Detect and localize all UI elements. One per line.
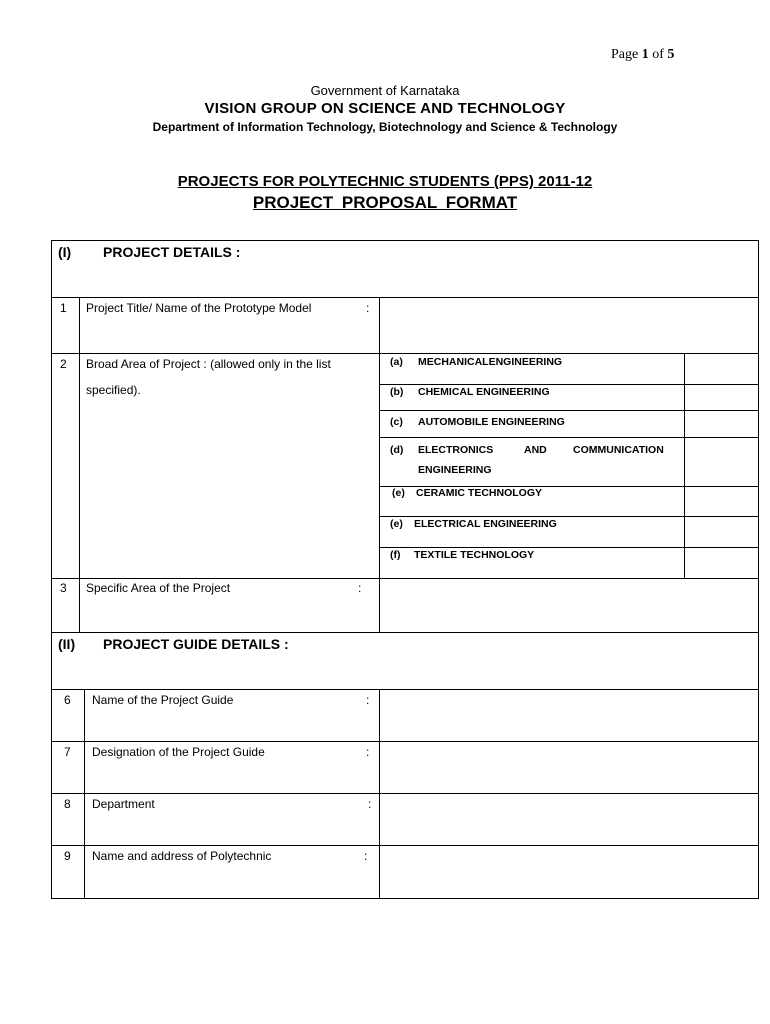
option-f-label: TEXTILE TECHNOLOGY	[414, 549, 535, 561]
option-a-checkbox[interactable]	[685, 354, 758, 384]
row-3-colon: :	[358, 581, 362, 595]
row-6-colon: :	[366, 693, 370, 707]
option-b-label: CHEMICAL ENGINEERING	[418, 386, 550, 398]
project-title-field[interactable]	[380, 298, 758, 353]
organization-heading: VISION GROUP ON SCIENCE AND TECHNOLOGY	[204, 100, 566, 117]
section-1-number: (I)	[58, 244, 72, 260]
page-number: Page 1 of 5	[611, 47, 675, 62]
row-3-number: 3	[60, 581, 67, 595]
specific-area-field[interactable]	[380, 579, 758, 632]
department-label: Department	[92, 797, 155, 811]
row-7-number: 7	[64, 745, 71, 759]
specific-area-label: Specific Area of the Project	[86, 581, 231, 595]
option-d-code: (d)	[390, 444, 404, 456]
option-c-checkbox[interactable]	[685, 411, 758, 437]
guide-designation-field[interactable]	[380, 742, 758, 793]
section-2-title: PROJECT GUIDE DETAILS :	[103, 636, 289, 652]
polytechnic-address-label: Name and address of Polytechnic	[92, 849, 272, 863]
option-b-checkbox[interactable]	[685, 385, 758, 410]
option-c-label: AUTOMOBILE ENGINEERING	[418, 416, 565, 428]
option-d-label-and: AND	[524, 444, 547, 456]
option-f-code: (f)	[390, 549, 401, 561]
section-2-number: (II)	[58, 636, 76, 652]
project-title-label: Project Title/ Name of the Prototype Model	[86, 301, 312, 315]
option-e-checkbox[interactable]	[685, 487, 758, 516]
option-e-label: CERAMIC TECHNOLOGY	[416, 487, 542, 499]
option-b-code: (b)	[390, 386, 404, 398]
polytechnic-address-field[interactable]	[380, 846, 758, 898]
guide-name-field[interactable]	[380, 690, 758, 741]
row-2-number: 2	[60, 357, 67, 371]
guide-name-label: Name of the Project Guide	[92, 693, 234, 707]
row-8-colon: :	[368, 797, 372, 811]
row-7-colon: :	[366, 745, 370, 759]
guide-designation-label: Designation of the Project Guide	[92, 745, 265, 759]
department-heading: Department of Information Technology, Biotechnology and Science & Technology	[152, 120, 618, 134]
government-heading: Government of Karnataka	[310, 83, 460, 98]
row-9-colon: :	[364, 849, 368, 863]
option-e2-label: ELECTRICAL ENGINEERING	[414, 518, 557, 530]
option-d-label-cont: ENGINEERING	[418, 464, 492, 476]
broad-area-label-cont: specified).	[86, 383, 141, 397]
option-d-label-communication: COMMUNICATION	[573, 444, 664, 456]
row-1-number: 1	[60, 301, 67, 315]
option-a-label: MECHANICALENGINEERING	[418, 356, 563, 368]
row-1-colon: :	[366, 301, 370, 315]
row-6-number: 6	[64, 693, 71, 707]
broad-area-label: Broad Area of Project : (allowed only in the list	[86, 357, 331, 371]
option-d-checkbox[interactable]	[685, 438, 758, 486]
option-c-code: (c)	[390, 416, 403, 428]
row-9-number: 9	[64, 849, 71, 863]
option-e-code: (e)	[392, 487, 405, 499]
section-1-title: PROJECT DETAILS :	[103, 244, 241, 260]
option-d-label: ELECTRONICS	[418, 444, 494, 456]
department-field[interactable]	[380, 794, 758, 845]
document-title: PROJECTS FOR POLYTECHNIC STUDENTS (PPS) 2011-12	[177, 173, 593, 190]
option-e2-code: (e)	[390, 518, 403, 530]
option-a-code: (a)	[390, 356, 403, 368]
option-e2-checkbox[interactable]	[685, 517, 758, 547]
option-f-checkbox[interactable]	[685, 548, 758, 578]
row-8-number: 8	[64, 797, 71, 811]
document-subtitle: PROJECT PROPOSAL FORMAT	[252, 193, 518, 212]
